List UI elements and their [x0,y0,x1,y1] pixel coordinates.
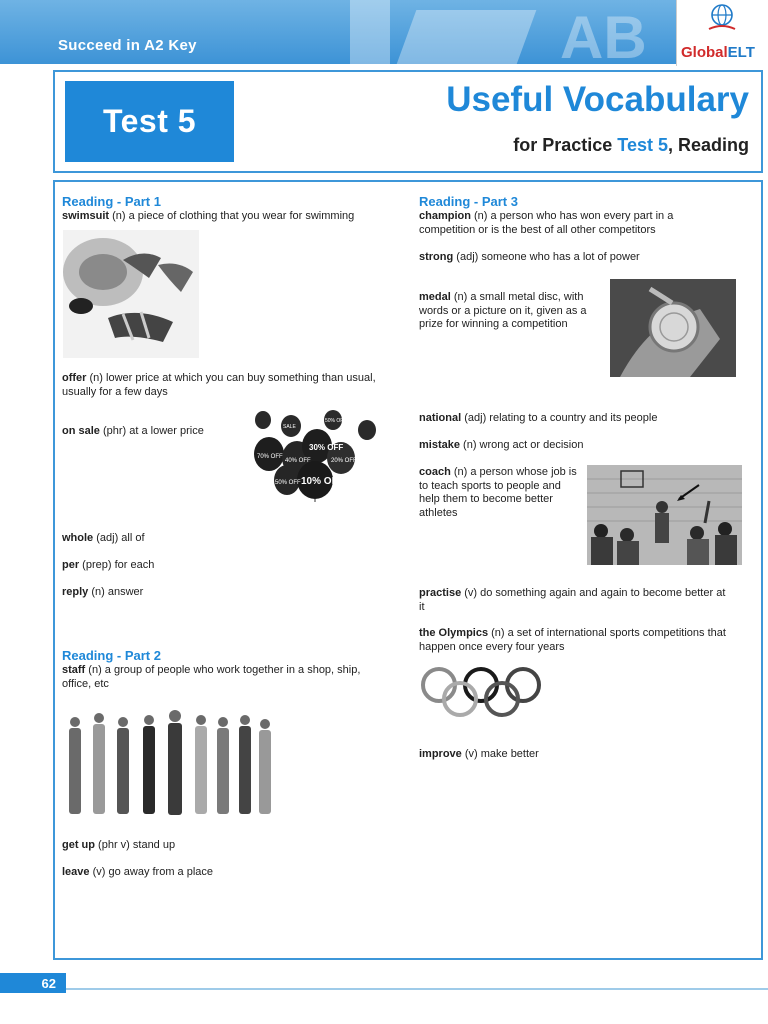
sale-balloons-image-icon [249,410,381,502]
page-subtitle: for Practice Test 5, Reading [513,135,749,155]
vocab-entry-offer: offer (n) lower price at which you can buy something than usual, usually for a few days [62,372,376,398]
balloon-label: 20% OFF [331,458,357,464]
vocab-entry-champion: champion (n) a person who has won every part in a competition or is the best of all other competitors [419,210,674,236]
page-title: Useful Vocabulary [446,80,749,119]
vocab-entry-per: per (prep) for each [62,559,155,571]
staff-group-image-icon [65,710,271,822]
vocab-entry-get-up: get up (phr v) stand up [62,839,176,851]
vocab-entry-whole: whole (adj) all of [62,532,145,544]
balloon-label: 10% OFF [301,476,344,487]
vocab-entry-national: national (adj) relating to a country and its people [419,412,658,424]
content-frame [53,180,763,960]
vocab-entry-practise: practise (v) do something again and again to become better at it [419,587,726,613]
balloon-label: 50% OFF [275,480,301,486]
coach-image-icon [587,465,742,565]
vocab-entry-the-olympics: the Olympics (n) a set of international sports competitions that happen once every four years [419,627,726,653]
page-number: 62 [0,973,66,993]
vocab-entry-reply: reply (n) answer [62,586,144,598]
balloon-label: 70% OFF [257,454,283,460]
series-title: Succeed in A2 Key [58,37,197,54]
balloon-label: SALE [283,424,296,430]
vocab-entry-staff: staff (n) a group of people who work together in a shop, ship, office, etc [62,664,361,690]
banner-decoration-icon [330,0,670,64]
section-heading-reading-part-1: Reading - Part 1 [62,194,161,209]
olympic-rings-image-icon [419,665,549,721]
balloon-label: 40% OFF [285,458,311,464]
balloon-label: 50% OFF [325,418,347,424]
section-heading-reading-part-3: Reading - Part 3 [419,194,518,209]
vocab-entry-medal: medal (n) a small metal disc, with words or a picture on it, given as a prize for winning a competition [419,291,587,330]
globe-book-logo-icon [705,3,739,33]
test-label: Test 5 [65,81,234,162]
vocab-entry-strong: strong (adj) someone who has a lot of power [419,251,640,263]
vocab-entry-on-sale: on sale (phr) at a lower price [62,425,204,437]
bottom-divider [66,988,768,990]
vocab-entry-leave: leave (v) go away from a place [62,866,214,878]
balloon-label: 30% OFF [309,443,344,452]
top-banner [0,0,768,64]
svg-text:AB: AB [560,4,647,64]
swimsuit-image-icon [63,230,199,358]
medal-image-icon [610,279,736,377]
vocab-entry-swimsuit: swimsuit (n) a piece of clothing that you wear for swimming [62,210,355,222]
vocab-entry-mistake: mistake (n) wrong act or decision [419,439,584,451]
globalelt-logo [676,0,768,66]
section-heading-reading-part-2: Reading - Part 2 [62,648,161,663]
vocab-entry-coach: coach (n) a person whose job is to teach sports to people and help them to become better athletes [419,466,577,519]
logo-text: GlobalELT [681,44,755,61]
header-frame [53,70,763,173]
vocab-entry-improve: improve (v) make better [419,748,539,760]
